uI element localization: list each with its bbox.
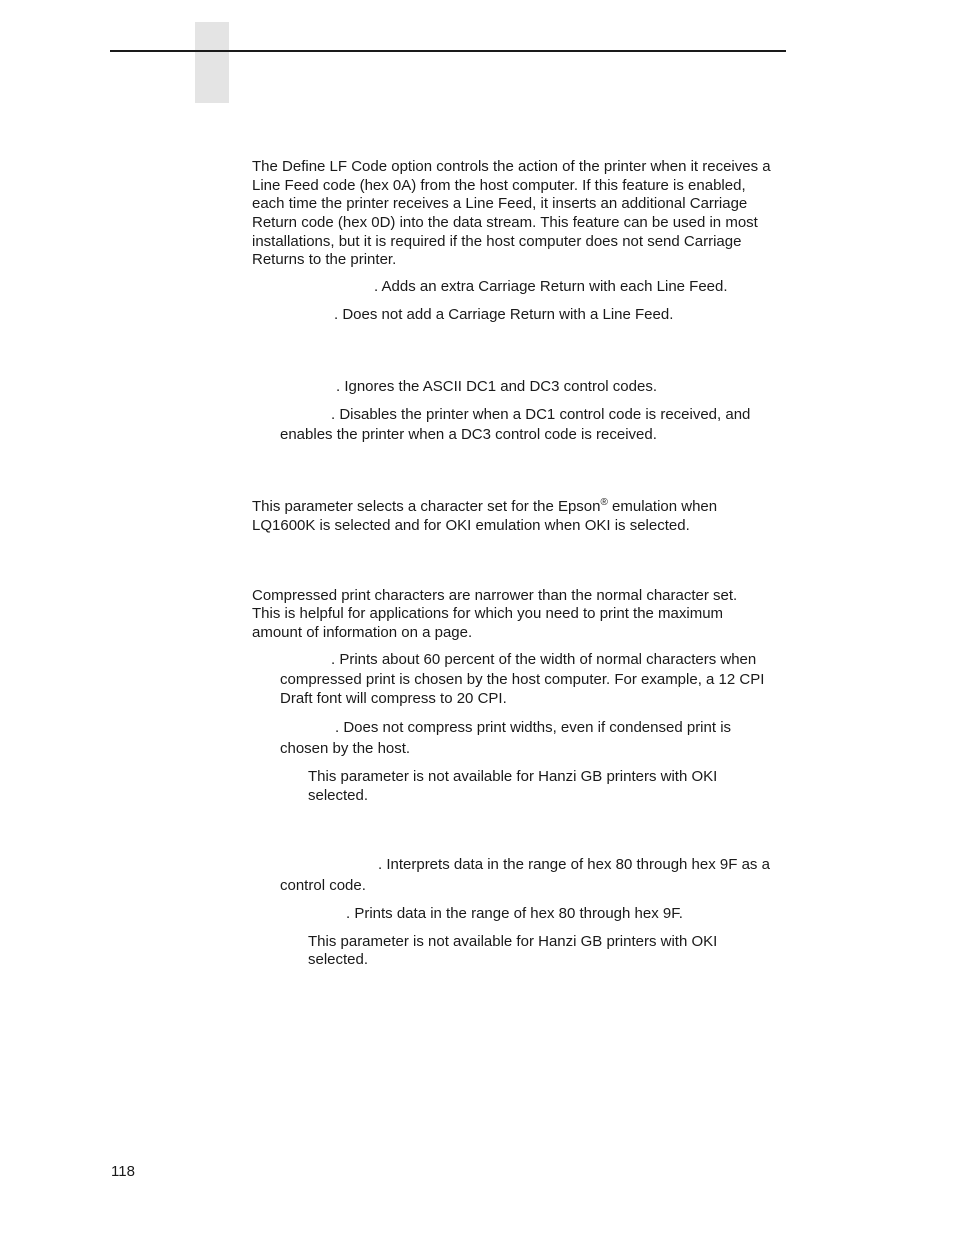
control-code-note-line-1: This parameter is not available for Hanzi GB printers with OKI bbox=[308, 933, 718, 950]
dc1-option-enable-line-1: . Disables the printer when a DC1 control code is received, and bbox=[331, 406, 751, 423]
define-lf-body-line-1: The Define LF Code option controls the action of the printer when it receives a bbox=[252, 158, 771, 175]
dc1-option-enable-line-2: enables the printer when a DC3 control code is received. bbox=[280, 426, 657, 443]
header-rule bbox=[110, 50, 786, 52]
chapter-tab-block bbox=[195, 22, 229, 103]
define-lf-option-enable: . Adds an extra Carriage Return with each Line Feed. bbox=[374, 278, 728, 295]
control-code-note-line-2: selected. bbox=[308, 951, 369, 968]
page-number: 118 bbox=[111, 1163, 135, 1180]
compressed-note-line-2: selected. bbox=[308, 787, 369, 804]
compressed-enable-line-2: compressed print is chosen by the host computer. For example, a 12 CPI bbox=[280, 671, 765, 688]
define-lf-option-disable: . Does not add a Carriage Return with a Line Feed. bbox=[334, 306, 674, 323]
registered-mark: ® bbox=[600, 497, 608, 508]
compressed-body-line-1: Compressed print characters are narrower than the normal character set. bbox=[252, 587, 738, 604]
define-lf-body-line-4: Return code (hex 0D) into the data stream. This feature can be used in most bbox=[252, 214, 758, 231]
define-lf-body-line-3: each time the printer receives a Line Feed, it inserts an additional Carriage bbox=[252, 195, 748, 212]
compressed-body-line-3: amount of information on a page. bbox=[252, 624, 473, 641]
define-lf-body-line-5: installations, but it is required if the host computer does not send Carriage bbox=[252, 233, 742, 250]
compressed-body-line-2: This is helpful for applications for which you need to print the maximum bbox=[252, 605, 724, 622]
charset-body-line-1: This parameter selects a character set for the Epson® emulation when bbox=[252, 497, 718, 515]
define-lf-body-line-6: Returns to the printer. bbox=[252, 251, 397, 268]
dc1-option-ignore: . Ignores the ASCII DC1 and DC3 control codes. bbox=[336, 378, 657, 395]
control-code-disable: . Prints data in the range of hex 80 through hex 9F. bbox=[346, 905, 683, 922]
control-code-enable-line-2: control code. bbox=[280, 877, 366, 894]
control-code-enable-line-1: . Interprets data in the range of hex 80 through hex 9F as a bbox=[378, 856, 770, 873]
compressed-enable-line-1: . Prints about 60 percent of the width of normal characters when bbox=[331, 651, 757, 668]
compressed-enable-line-3: Draft font will compress to 20 CPI. bbox=[280, 690, 507, 707]
define-lf-body-line-2: Line Feed code (hex 0A) from the host computer. If this feature is enabled, bbox=[252, 177, 746, 194]
charset-body-line-2: LQ1600K is selected and for OKI emulation when OKI is selected. bbox=[252, 517, 690, 534]
compressed-disable-line-2: chosen by the host. bbox=[280, 740, 411, 757]
compressed-note-line-1: This parameter is not available for Hanzi GB printers with OKI bbox=[308, 768, 718, 785]
compressed-disable-line-1: . Does not compress print widths, even if condensed print is bbox=[335, 719, 732, 736]
